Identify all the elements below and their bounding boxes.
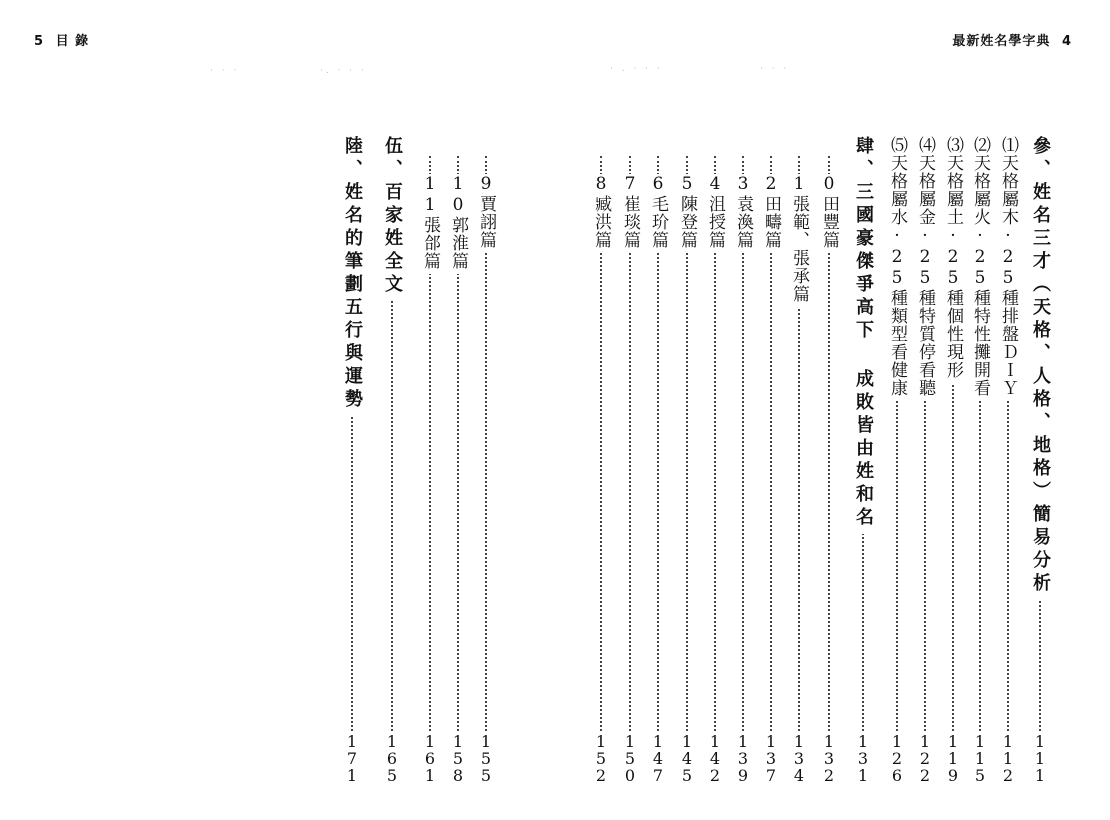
toc-entry	[756, 136, 786, 796]
toc-entry-title: 9賈詡篇	[471, 174, 501, 253]
right-page-header	[946, 30, 1072, 49]
toc-entry	[965, 136, 995, 796]
toc-entry-page: 119	[947, 732, 959, 785]
left-page-title: 目 錄	[55, 34, 90, 49]
toc-entry-page: 152	[595, 732, 607, 785]
toc-entry-title: ⑶天格屬土·25種個性現形	[938, 136, 968, 383]
toc-entry	[882, 136, 912, 796]
left-page-header	[34, 30, 95, 49]
toc-entry	[471, 136, 501, 796]
toc-entry	[993, 136, 1023, 796]
toc-entry	[700, 136, 730, 796]
right-page-number: 4	[1061, 34, 1072, 49]
toc-entry-page: 111	[1034, 732, 1046, 785]
toc-entry-page: 155	[480, 732, 492, 785]
toc-entry	[728, 136, 758, 796]
toc-entry	[586, 136, 616, 796]
toc-entry	[337, 136, 367, 796]
toc-entry-page: 115	[974, 732, 986, 785]
toc-entry-page: 131	[857, 732, 869, 785]
toc-entry	[784, 136, 814, 796]
scan-noise: · . · · ·	[610, 64, 663, 74]
toc-entry-page: 165	[386, 732, 398, 785]
toc-entry-page: 132	[823, 732, 835, 785]
toc-entry-title: 肆、三國豪傑爭高下 成敗皆由姓和名	[848, 136, 878, 534]
toc-entry-title: 2田疇篇	[756, 174, 786, 253]
toc-entry	[814, 136, 844, 796]
toc-entry	[643, 136, 673, 796]
toc-entry	[848, 136, 878, 796]
toc-entry-title: 3袁渙篇	[728, 174, 758, 253]
toc-entry-title: 1張範、張承篇	[784, 174, 814, 307]
toc-entry-page: 171	[346, 732, 358, 785]
toc-entry-title: ⑴天格屬木·25種排盤ＤＩＹ	[993, 136, 1023, 401]
toc-entry-title: ⑷天格屬金·25種特質停看聽	[910, 136, 940, 401]
toc-entry-page: 139	[737, 732, 749, 785]
scan-noise: · · ·	[760, 64, 790, 74]
toc-entry-title: 10郭淮篇	[443, 174, 473, 274]
left-page-number: 5	[34, 34, 45, 49]
toc-entry-title: 參、姓名三才（天格、人格、地格）簡易分析	[1025, 136, 1055, 600]
toc-entry-page: 147	[652, 732, 664, 785]
toc-entry-page: 134	[793, 732, 805, 785]
toc-entry	[1025, 136, 1055, 796]
toc-entry	[443, 136, 473, 796]
toc-entry-page: 145	[681, 732, 693, 785]
toc-entry-title: 4沮授篇	[700, 174, 730, 253]
toc-entry-page: 158	[452, 732, 464, 785]
toc-entry-title: 陸、姓名的筆劃五行與運勢	[337, 136, 367, 416]
toc-entry-title: ⑸天格屬水·25種類型看健康	[882, 136, 912, 401]
toc-entry-title: 7崔琰篇	[615, 174, 645, 253]
toc-entry-title: 5陳登篇	[672, 174, 702, 253]
toc-entry-title: 6毛玠篇	[643, 174, 673, 253]
toc-entry-page: 122	[919, 732, 931, 785]
toc-entry-page: 161	[424, 732, 436, 785]
toc-entry-title: 8臧洪篇	[586, 174, 616, 253]
toc-entry	[615, 136, 645, 796]
toc-entry	[415, 136, 445, 796]
toc-entry	[938, 136, 968, 796]
toc-entry-title: 0田豐篇	[814, 174, 844, 253]
toc-entry	[672, 136, 702, 796]
toc-entry-title: 11張郃篇	[415, 174, 445, 274]
toc-entry-page: 142	[709, 732, 721, 785]
toc-entry-title: ⑵天格屬火·25種特性攤開看	[965, 136, 995, 401]
toc-entry-page: 150	[624, 732, 636, 785]
toc-entry	[910, 136, 940, 796]
toc-entry-page: 112	[1002, 732, 1014, 785]
right-page-title: 最新姓名學字典	[952, 34, 1051, 49]
toc-entry-page: 126	[891, 732, 903, 785]
toc-entry-page: 137	[765, 732, 777, 785]
toc-entry-title: 伍、百家姓全文	[377, 136, 407, 301]
toc-entry	[377, 136, 407, 796]
scan-noise: ·. · · ·	[320, 66, 367, 76]
scan-noise: · · ·	[210, 66, 240, 76]
